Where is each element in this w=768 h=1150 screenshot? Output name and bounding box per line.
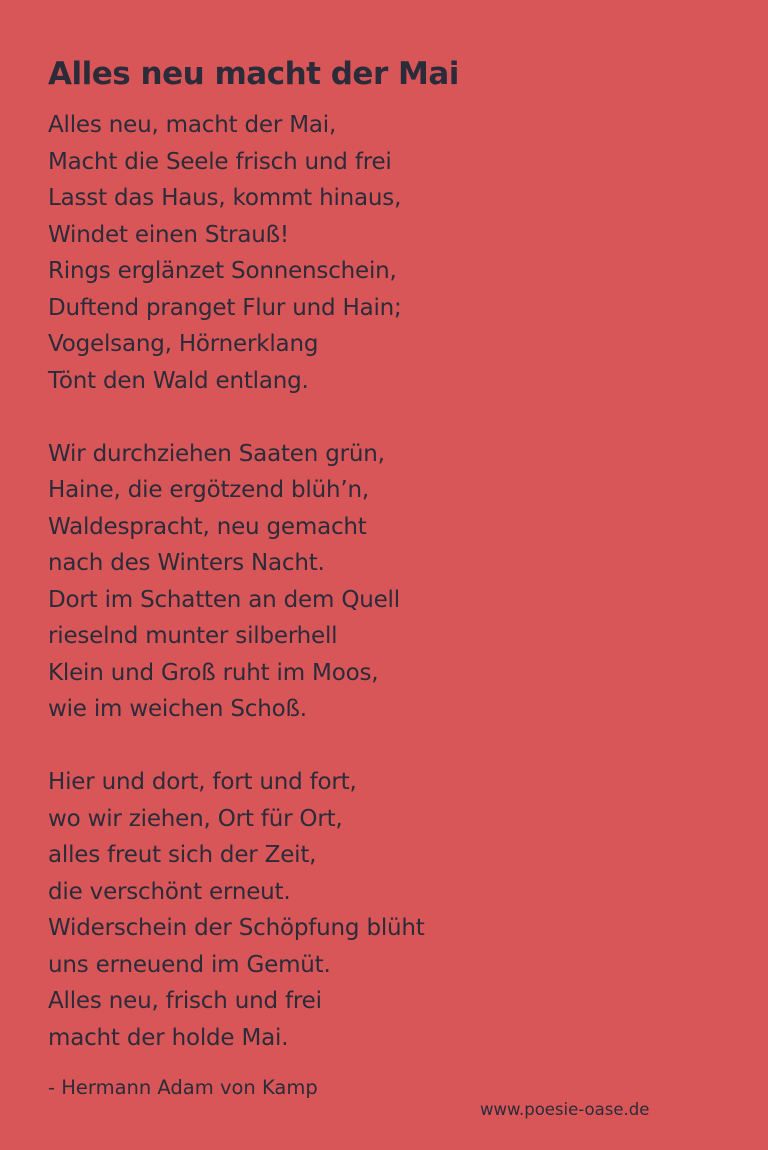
poem-line: macht der holde Mai. — [48, 1024, 289, 1051]
poem-author: - Hermann Adam von Kamp — [48, 1076, 318, 1099]
poem-line: Duftend pranget Flur und Hain; — [48, 294, 402, 321]
poem-line: Rings erglänzet Sonnenschein, — [48, 258, 397, 284]
poem-line: die verschönt erneut. — [48, 878, 291, 905]
stanza-2 — [48, 436, 708, 728]
poem-line: Widerschein der Schöpfung blüht — [48, 915, 425, 941]
poem-line: wie im weichen Schoß. — [48, 696, 307, 722]
poem-line: Alles neu, frisch und frei — [48, 988, 322, 1014]
poem-line: Alles neu, macht der Mai, — [48, 112, 337, 138]
poem-line: Klein und Groß ruht im Moos, — [48, 659, 379, 686]
poem-line: Tönt den Wald entlang. — [48, 367, 309, 394]
poem-line: Haine, die ergötzend blüh’n, — [48, 477, 369, 503]
poem-line: Macht die Seele frisch und frei — [48, 148, 392, 175]
poem-line: Lasst das Haus, kommt hinaus, — [48, 185, 402, 211]
stanza-1 — [48, 107, 708, 399]
poem-title: Alles neu macht der Mai — [48, 56, 459, 92]
poem-line: Dort im Schatten an dem Quell — [48, 586, 400, 613]
poem-line: Waldespracht, neu gemacht — [48, 513, 367, 540]
stanza-3 — [48, 764, 708, 1056]
poem-line: Windet einen Strauß! — [48, 221, 289, 248]
poem-line: Hier und dort, fort und fort, — [48, 769, 357, 795]
poem-line: Wir durchziehen Saaten grün, — [48, 440, 385, 467]
poem-line: wo wir ziehen, Ort für Ort, — [48, 805, 343, 832]
poem-line: rieselnd munter silberhell — [48, 623, 338, 649]
poem-line: nach des Winters Nacht. — [48, 550, 325, 576]
poem-line: Vogelsang, Hörnerklang — [48, 331, 319, 357]
poem-line: uns erneuend im Gemüt. — [48, 951, 331, 978]
website-watermark: www.poesie-oase.de — [480, 1100, 650, 1119]
poem-body — [48, 107, 708, 1093]
poem-line: alles freut sich der Zeit, — [48, 842, 317, 868]
